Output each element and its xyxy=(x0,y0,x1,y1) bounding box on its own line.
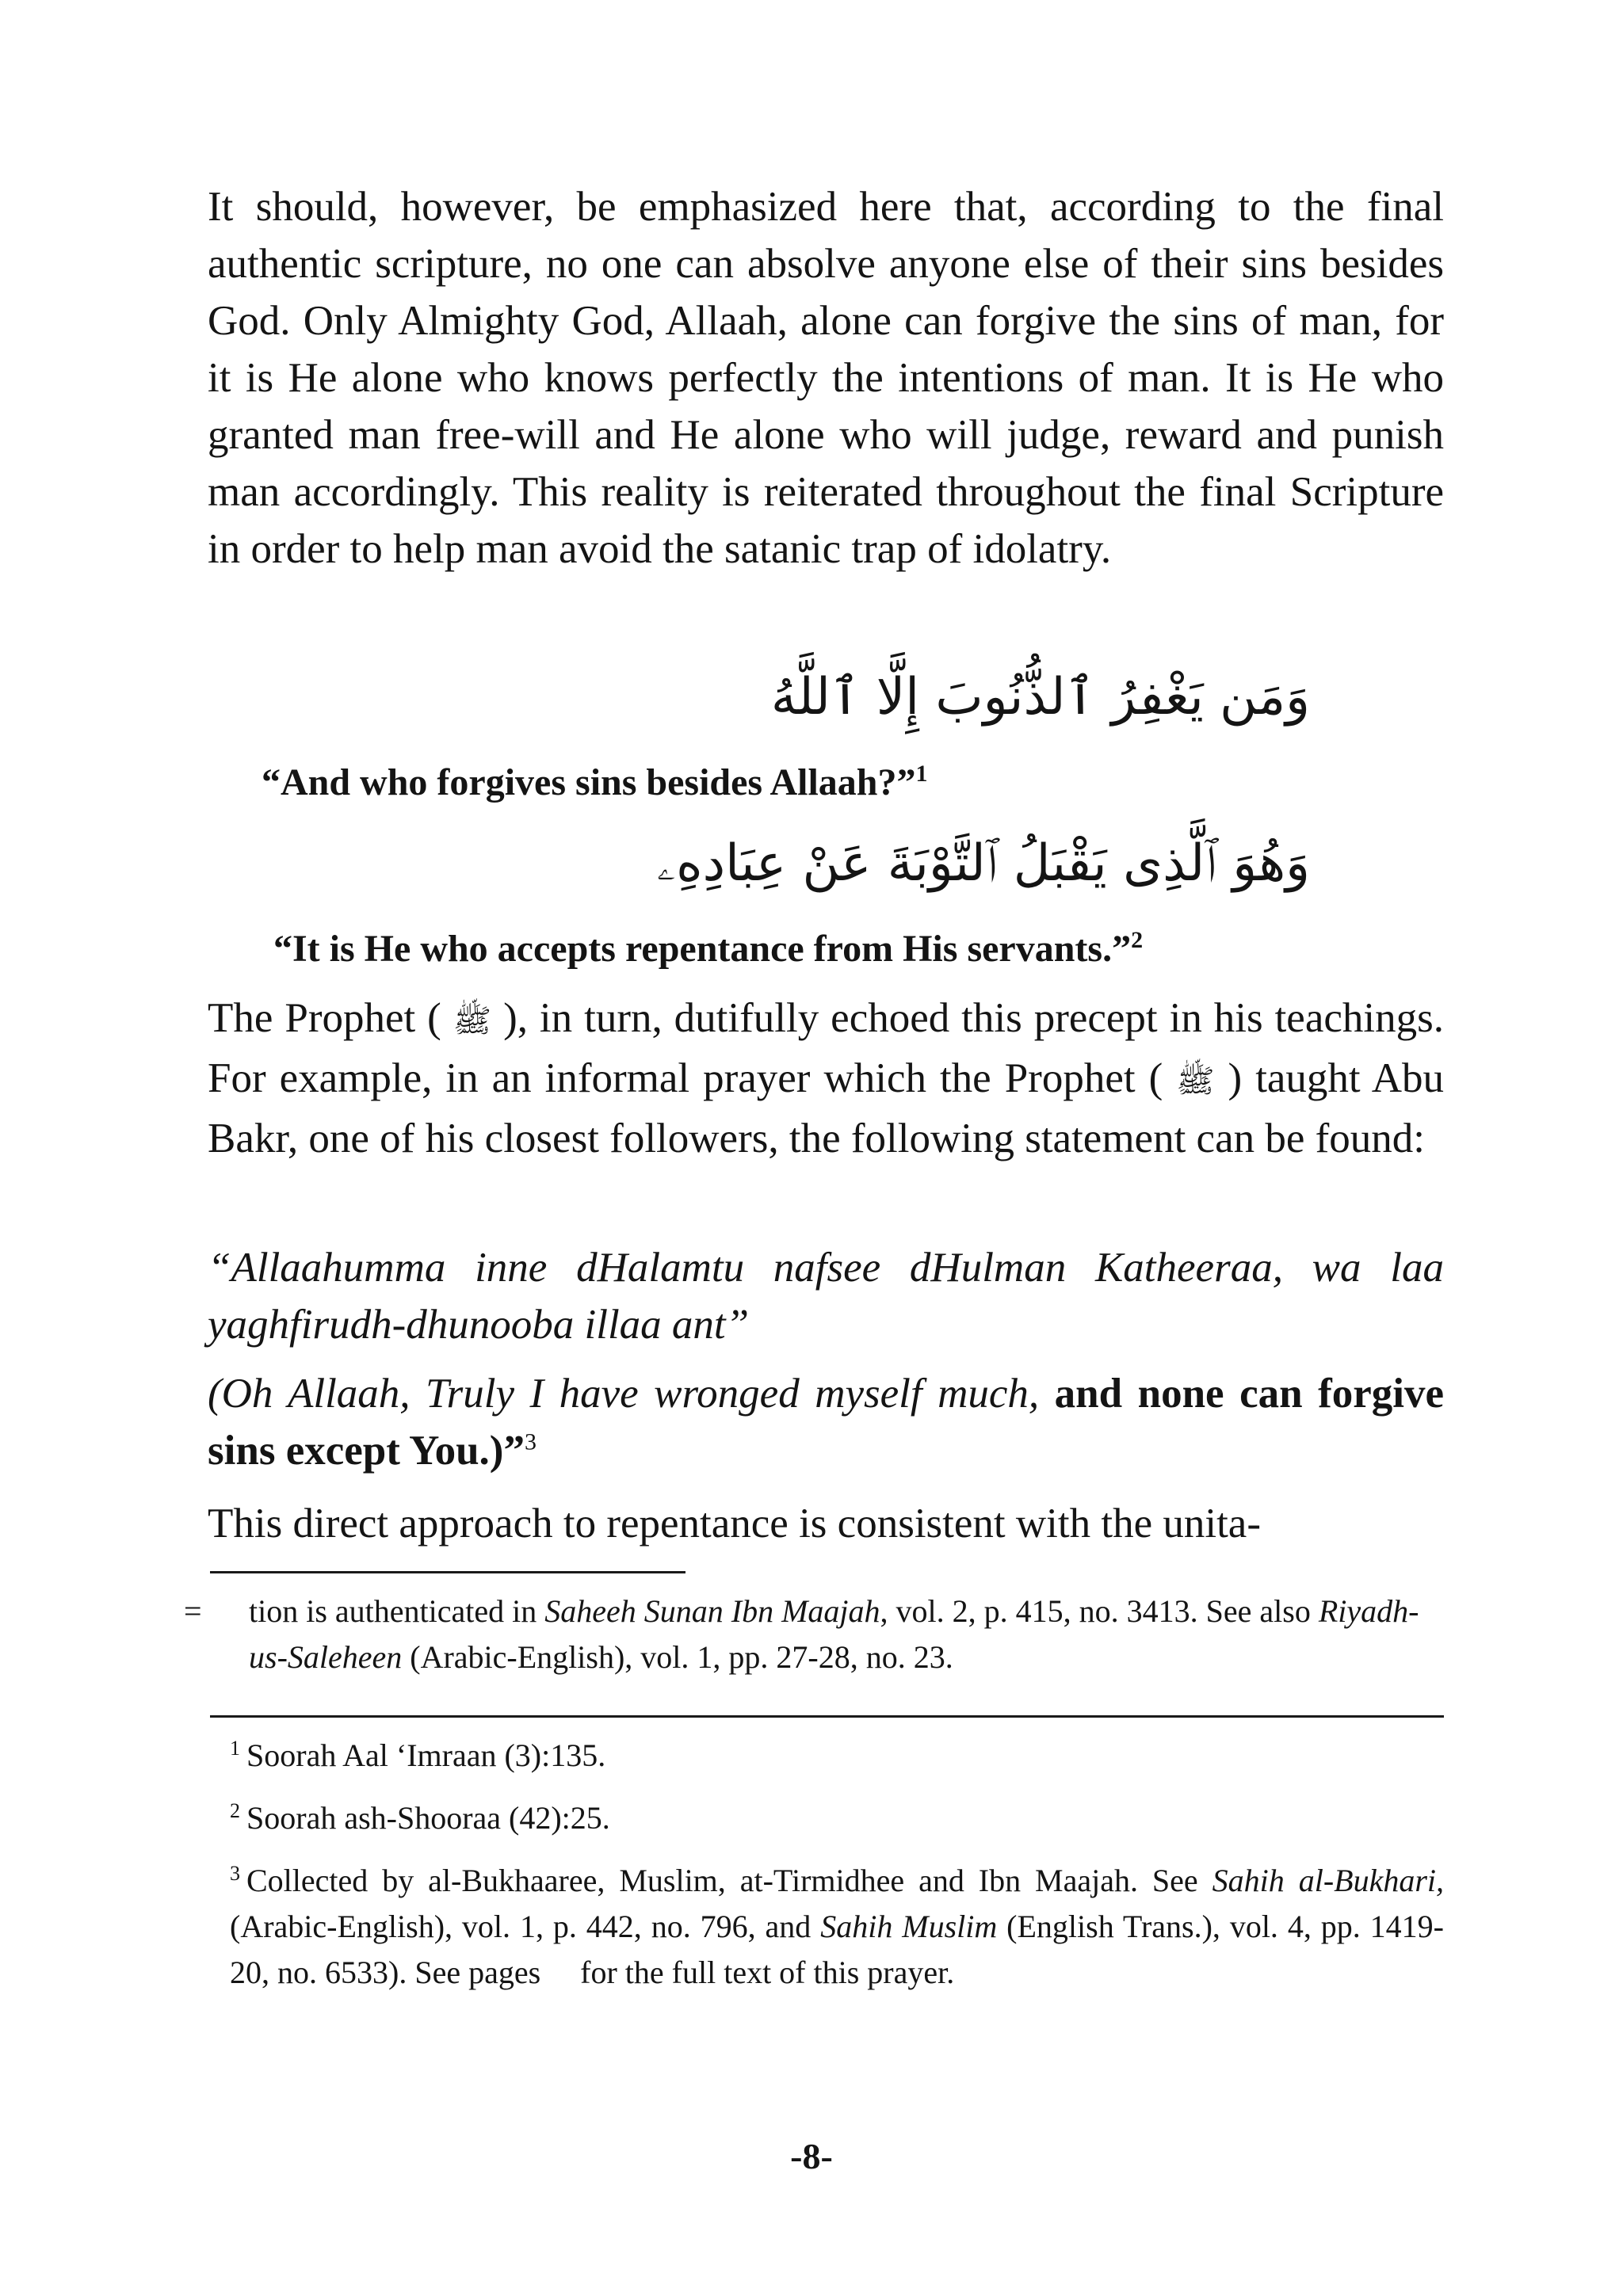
footnote-ref-2: 2 xyxy=(1131,927,1144,953)
footnote-text: Soorah Aal ‘Imraan (3):135. xyxy=(246,1737,606,1773)
footnote-3 xyxy=(230,1858,1444,1996)
page-number: -8- xyxy=(790,2136,833,2176)
arabic-verse-2: وَهُوَ ٱلَّذِى يَقْبَلُ ٱلتَّوْبَةَ عَنْ عِبَادِهِۦ xyxy=(656,834,1310,893)
footnote-number: 1 xyxy=(230,1736,240,1760)
footnote-continuation-text xyxy=(249,1589,1444,1680)
footnote-source-1: Sahih al-Bukhari, xyxy=(1212,1863,1445,1898)
footnote-continuation xyxy=(184,1589,1444,1680)
prayer-translation-italic: (Oh Allaah, Truly I have wronged myself much, xyxy=(208,1371,1040,1417)
footnote-1 xyxy=(230,1733,1444,1779)
footnote-2 xyxy=(230,1795,1444,1841)
prayer-transliteration: “Allaahumma inne dHalamtu nafsee dHulman Katheeraa, wa laa yaghfirudh-dhunooba illaa ant” xyxy=(208,1245,1444,1348)
honorific-seal-icon: ﷺ xyxy=(453,1003,492,1039)
footnote-text-1: Collected by al-Bukhaaree, Muslim, at-Tirmidhee and Ibn Maajah. See xyxy=(246,1863,1198,1898)
footnote-ref-1: 1 xyxy=(915,761,928,787)
fn-cont-text-2: , vol. 2, p. 415, no. 3413. See also xyxy=(880,1593,1311,1629)
footnote-number: 3 xyxy=(230,1861,240,1885)
footnote-number: 2 xyxy=(230,1798,240,1822)
continuation-mark: = xyxy=(184,1593,202,1629)
fn-cont-text-3: (Arabic-English), vol. 1, pp. 27-28, no. 23. xyxy=(410,1639,953,1675)
paragraph-prophet-text-2: ), in turn, dutifully echoed this precept in his teachings. For example, in an informal prayer which the Prophet ( xyxy=(208,995,1444,1101)
arabic-verse-1: وَمَن يَغْفِرُ ٱلذُّنُوبَ إِلَّا ٱللَّهُ xyxy=(770,668,1310,727)
honorific-seal-icon: ﷺ xyxy=(1176,1063,1215,1100)
verse-translation-2 xyxy=(273,925,1143,973)
fn-cont-source-2: Riyadh-us-Saleheen xyxy=(249,1593,1419,1675)
footnote-ref-3: 3 xyxy=(524,1428,537,1455)
footnote-text-2: (Arabic-English), vol. 1, p. 442, no. 796, and xyxy=(230,1909,812,1944)
fn-cont-source-1: Saheeh Sunan Ibn Maajah xyxy=(544,1593,880,1629)
fn-cont-text-1: tion is authenticated in xyxy=(249,1593,537,1629)
footnote-divider-long xyxy=(210,1715,1444,1718)
verse-translation-1-text: “And who forgives sins besides Allaah?” xyxy=(262,761,916,803)
footnote-divider-short xyxy=(210,1571,685,1573)
paragraph-prophet xyxy=(208,990,1444,1167)
verse-translation-2-text: “It is He who accepts repentance from His servants.” xyxy=(273,928,1132,970)
footnote-text: Soorah ash-Shooraa (42):25. xyxy=(246,1800,610,1836)
paragraph-prophet-text-3: ) taught Abu Bakr, one of his closest followers, the following statement can be found: xyxy=(208,1055,1445,1161)
paragraph-idolatry: It should, however, be emphasized here that, according to the final authentic scripture, no one can absolve anyone else of their sins besides God. Only Almighty God, Allaah, alone can forgive the sins of man, for it is He alone who knows perfectly the intentions of man. It is He who granted man free-will and He alone who will judge, reward and punish man accordingly. This reality is reiterated throughout the final Scripture in order to help man avoid the satanic trap of idolatry. xyxy=(208,184,1444,572)
footnote-source-2: Sahih Muslim xyxy=(820,1909,998,1944)
verse-translation-1 xyxy=(262,759,928,807)
prayer-translation xyxy=(208,1365,1444,1479)
paragraph-prophet-text-1: The Prophet ( xyxy=(208,995,441,1041)
paragraph-repentance: This direct approach to repentance is consistent with the unita- xyxy=(208,1501,1261,1547)
footnote-text-3: (English Trans.), vol. 4, pp. 1419-20, no. 6533). See pages for the full text of this prayer. xyxy=(230,1909,1444,1990)
prayer-translation-bold: and none can forgive sins except You.)” xyxy=(208,1371,1444,1474)
